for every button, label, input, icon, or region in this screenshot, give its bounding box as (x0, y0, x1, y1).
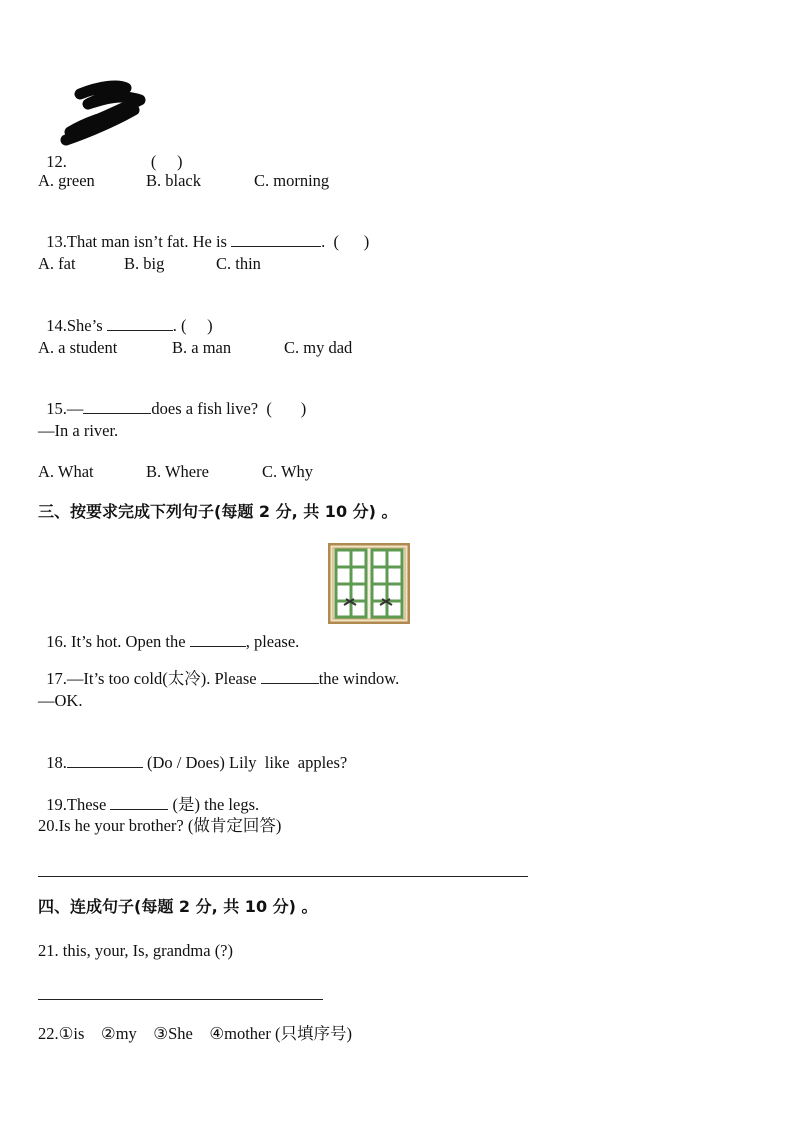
option-a: A. fat (38, 254, 76, 273)
window-picture (328, 543, 410, 624)
question-15 (38, 379, 306, 419)
answer-blank (107, 316, 173, 331)
question-text: 16. It’s hot. Open the (46, 632, 190, 651)
question-17 (38, 649, 399, 689)
option-a: A. a student (38, 338, 118, 357)
question-text: 15.— (46, 399, 84, 418)
answer-line (38, 999, 323, 1000)
option-b: B. a man (172, 338, 232, 357)
option-b: B. Where (146, 462, 209, 481)
question-text: 13.That man isn’t fat. He is (46, 232, 232, 251)
option-c: C. Why (262, 462, 314, 481)
question-number: 18. (46, 753, 67, 772)
dialogue-answer: —OK. (38, 691, 83, 710)
option-c: C. morning (254, 171, 330, 190)
option-b: B. big (124, 254, 165, 273)
question-21: 21. this, your, Is, grandma (?) (38, 941, 234, 960)
question-text-end: . ( ) (321, 232, 370, 251)
answer-blank (261, 669, 319, 684)
answer-blank (190, 632, 246, 647)
question-20: 20.Is he your brother? (做肯定回答) (38, 816, 282, 835)
question-13 (38, 212, 369, 252)
question-text: 17.—It’s too cold(太冷). Please (46, 669, 261, 688)
option-c: C. my dad (284, 338, 353, 357)
answer-blank (67, 753, 143, 768)
answer-blank (83, 399, 151, 414)
answer-paren: ( ) (150, 152, 183, 171)
question-number: 12. (46, 152, 67, 171)
answer-blank (110, 795, 168, 810)
section-heading: 三、按要求完成下列句子(每题 2 分, 共 10 分) 。 (38, 502, 398, 521)
option-a: A. green (38, 171, 95, 190)
answer-line (38, 876, 528, 877)
question-text-end: does a fish live? ( ) (151, 399, 307, 418)
question-14 (38, 296, 213, 336)
question-text-end: (是) the legs. (168, 795, 260, 814)
question-text-end: the window. (318, 669, 400, 688)
question-text-end: (Do / Does) Lily like apples? (142, 753, 348, 772)
question-text-end: . ( ) (172, 316, 213, 335)
option-a: A. What (38, 462, 94, 481)
question-text-end: , please. (245, 632, 300, 651)
question-text: 14.She’s (46, 316, 107, 335)
dialogue-answer: —In a river. (38, 421, 119, 440)
section-heading: 四、连成句子(每题 2 分, 共 10 分) 。 (38, 897, 318, 916)
option-b: B. black (146, 171, 201, 190)
question-19 (38, 775, 259, 815)
option-c: C. thin (216, 254, 261, 273)
question-16 (38, 612, 299, 652)
question-text: 19.These (46, 795, 111, 814)
question-18 (38, 733, 347, 773)
question-22: 22.①is ②my ③She ④mother (只填序号) (38, 1024, 352, 1043)
answer-blank (231, 232, 321, 247)
question-12 (38, 132, 183, 172)
